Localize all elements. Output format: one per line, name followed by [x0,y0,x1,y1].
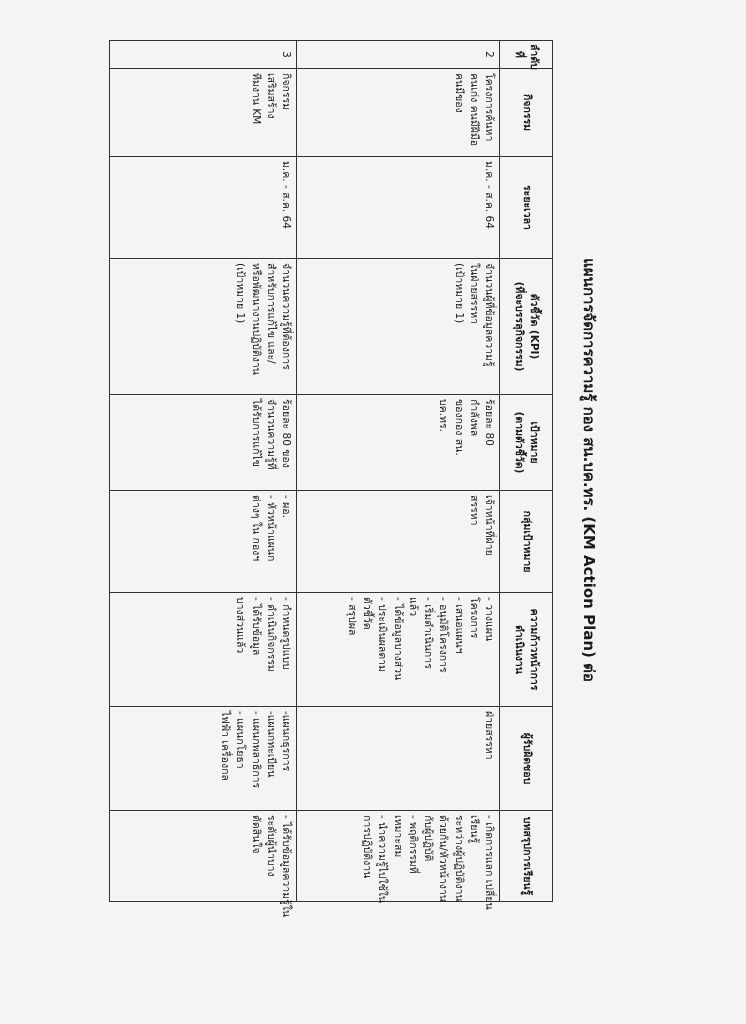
cell-line: กับผู้ปฏิบัติ [422,815,435,862]
cell-line: - ได้รับข้อมูลความรู้ใน [280,815,292,918]
cell-line: จำนวนความรู้ที่ [264,399,277,470]
cell-line: - แผนกโยธา [234,711,247,769]
cell-line: ฝ่ายสรรหา [483,711,495,760]
cell-line: ม.ค. - ส.ค. 64 [280,161,292,229]
cell-line: จำนวนความรู้ที่ต้องการ [280,263,292,370]
progress-cell [110,593,297,707]
cell-line: ที่ [513,51,525,58]
cell-line: - สรุปผล [346,597,359,636]
cell-line: (ตามตัวชี้วัด) [513,411,525,474]
cell-line: ด้วยกัน/หัวหน้างาน [437,815,450,902]
target-group-cell [110,491,297,593]
cell-line: ในฝ่ายสรรหา [467,263,480,325]
cell-line: (เป้าหมาย 1) [234,263,247,324]
header-cell [500,491,553,593]
cell-line: - เริ่มดำเนินการ [422,597,435,669]
cell-line: บางส่วนแล้ว [234,597,247,654]
cell-line: ดำเนินงาน [513,625,525,674]
cell-line: - ได้ข้อมูลบางส่วน [391,597,404,681]
row-number-cell: 3 [110,41,297,69]
cell-line: ไฟฟ้า เครื่องกล [219,711,232,781]
cell-line: ตัดสินใจ [249,815,262,854]
header-cell [500,707,553,811]
cell-line: สำหรับการแก้ไข และ/ [264,263,277,364]
rotated-document-page [53,30,609,918]
km-action-plan-table [109,40,553,918]
header-cell [500,157,553,259]
cell-line: ระหว่างผู้ปฏิบัติงาน [452,815,465,902]
owner-cell [110,707,297,811]
cell-line: (ที่จะบรรลุกิจกรรม) [513,281,525,372]
period-cell [297,157,500,259]
cell-line: ลำดับ [528,44,541,70]
cell-line: คนเก่ง คนมีฝีมือ [467,73,480,147]
cell-line: เจ้าหน้าที่ฝ่าย [483,495,495,556]
cell-line: ต่างๆ ใน กองฯ [249,495,262,562]
cell-line: ระดับผู้นำบาง [264,815,277,877]
cell-line: หรือพัฒนางานปฏิบัติงาน [249,263,262,375]
header-cell [500,811,553,902]
cell-line: โครงการ [467,597,480,639]
cell-line: (เป้าหมาย 1) [452,263,465,324]
cell-line: เรียนรู้ [467,815,480,844]
cell-line: - ประเมินผลตาม [376,597,389,672]
cell-line: กำลังพล [467,399,480,437]
cell-line: ม.ค. - ส.ค. 64 [483,161,495,229]
cell-line: จำนวนผู้ที่ข้อมูลความรู้ [483,263,495,367]
target-cell [297,395,500,491]
cell-line: บทสรุปการเรียนรู้ [520,816,533,896]
cell-line: เป้าหมาย [528,421,541,464]
owner-cell [297,707,500,811]
cell-line: - ได้รับข้อมูล [249,597,262,656]
table-row [110,41,297,902]
cell-line: โครงการค้นหา [483,73,495,142]
cell-line: - หัวหน้าแผนก [264,495,277,562]
cell-line: ร้อยละ 80 [483,399,495,446]
cell-line: - นำความรู้ไปใช้ใน [376,815,389,904]
cell-line: - ดำเนินกิจกรรม [264,597,277,672]
header-cell [500,41,553,69]
cell-line: กิจกรรม [520,93,533,132]
table-header-row [500,41,553,902]
cell-line: ความก้าวหน้าการ [528,608,541,691]
cell-line: ได้รับการแก้ไข [249,399,262,467]
summary-cell [297,811,500,910]
activity-cell [297,69,500,157]
cell-line: ของกอง สน. [452,399,465,456]
header-cell [500,395,553,491]
header-cell [500,259,553,395]
cell-line: -แผนกทะเบียน [264,711,277,778]
cell-line: ผู้รับผิดชอบ [520,732,533,785]
cell-line: บค.ทร. [437,399,450,432]
cell-line: - วางแผน [483,597,495,642]
cell-line: สรรหา [467,495,480,526]
header-cell [500,593,553,707]
cell-line: คนมีของ [452,73,465,113]
cell-line: - แผนกพลาธิการ [249,711,262,789]
cell-line: กิจกรรม [280,73,292,111]
cell-line: แล้ว [406,597,419,617]
cell-line: - เสนอแผนฯ [452,597,465,654]
activity-cell [110,69,297,157]
cell-line: ร้อยละ 80 ของ [280,399,292,468]
document-title: แผนการจัดการความรู้ กอง สน.บค.ทร. (KM Action Plan) ต่อ [580,258,598,682]
progress-cell [297,593,500,707]
cell-line: - กำหนดรูปแบบ [280,597,292,670]
cell-line: การปฏิบัติงาน [361,815,374,879]
table-row [297,41,500,902]
cell-line: - ผอ. [280,495,292,518]
period-cell [110,157,297,259]
cell-line: - อนุมัติโครงการ [437,597,450,673]
cell-line: ระยะเวลา [520,185,533,230]
summary-cell [110,811,297,918]
cell-line: ตัวชี้วัด [361,597,374,630]
cell-line: ตัวชี้วัด (KPI) [528,293,541,360]
cell-line: ทีมงาน KM [249,73,262,125]
kpi-cell [297,259,500,395]
cell-line: กลุ่มเป้าหมาย [520,510,533,573]
row-number-cell: 2 [297,41,500,69]
header-cell [500,69,553,157]
cell-line: เสริมสร้าง [264,73,277,119]
kpi-cell [110,259,297,395]
cell-line: เหมาะสม [391,815,404,858]
cell-line: -แผนกธุรการ [280,711,292,772]
cell-line: - เกิดการแลก เปลี่ยน [483,815,495,910]
target-group-cell [297,491,500,593]
target-cell [110,395,297,491]
cell-line: - พฤติกรรมที่ [406,815,419,874]
